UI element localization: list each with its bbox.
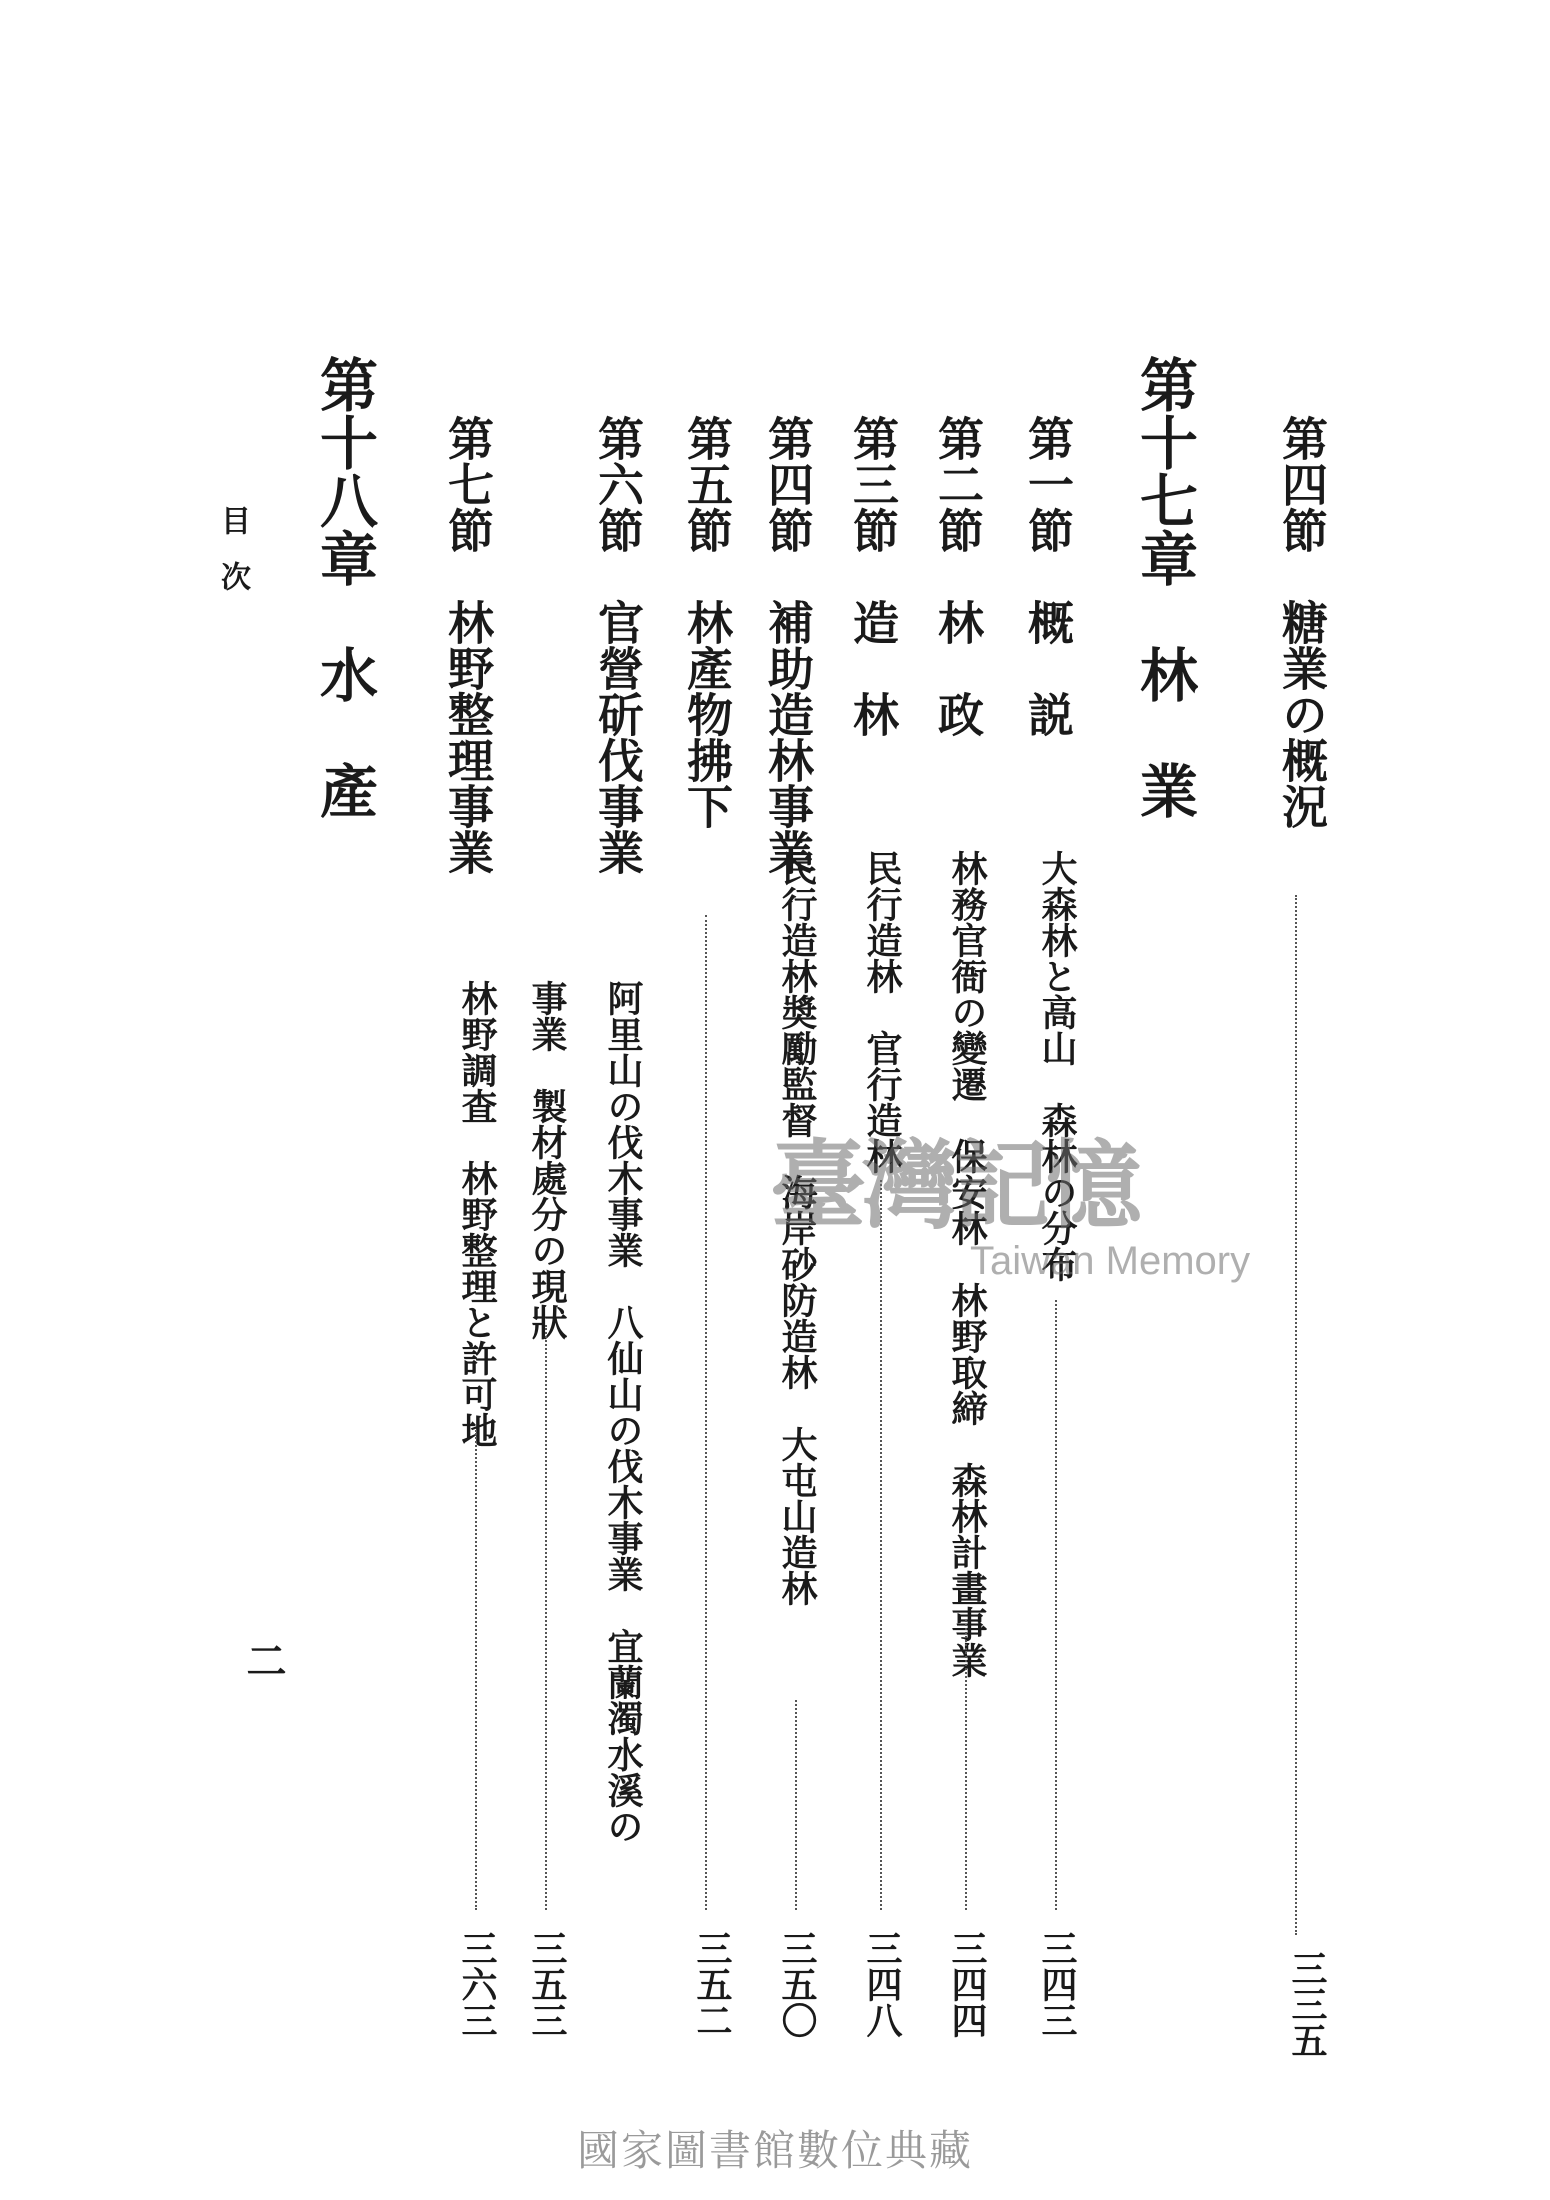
toc-page-number: 三六三 (456, 1930, 498, 2038)
watermark-english: Taiwan Memory (970, 1239, 1251, 1283)
toc-section-label: 第五節 林產物拂下 (680, 415, 734, 829)
toc-column (441, 415, 495, 875)
toc-subentry-label: 林野調査 林野整理と許可地 (456, 980, 498, 1448)
toc-section-label: 第四節 糖業の概況 (1275, 415, 1329, 829)
toc-chapter-label: 第十七章 林 業 (1130, 355, 1198, 819)
toc-page-number: 三四八 (861, 1930, 903, 2038)
toc-subentry-label: 民行造林 官行造林 (861, 850, 903, 1174)
leader-dots (545, 1325, 547, 1910)
leader-dots (1055, 1300, 1057, 1910)
toc-subentry-label: 林務官衙の變遷 保安林 林野取締 森林計畫事業 (946, 850, 988, 1678)
toc-column (680, 415, 734, 2038)
toc-page-number: 三五〇 (776, 1930, 818, 2038)
toc-page-number: 三五二 (691, 1930, 733, 2038)
footer-credit: 國家圖書館數位典藏 (576, 2126, 973, 2175)
toc-subentry-label: 民行造林奬勵監督 海岸砂防造林 大屯山造林 (776, 850, 818, 1606)
toc-chapter-heading (310, 355, 378, 819)
toc-column (761, 415, 815, 875)
watermark-logo (770, 1110, 1250, 1284)
watermark-chinese: 臺灣記憶 (770, 1129, 1138, 1242)
toc-column (602, 980, 644, 1844)
toc-column (1035, 850, 1078, 2038)
toc-column (931, 415, 985, 737)
leader-dots (880, 1180, 882, 1910)
toc-page-number: 三四四 (946, 1930, 988, 2038)
toc-column (1265, 415, 1329, 2058)
toc-section-label: 第一節 概 説 (1021, 415, 1075, 737)
toc-section-label: 第三節 造 林 (846, 415, 900, 737)
toc-chapter-label: 第十八章 水 產 (310, 355, 378, 819)
toc-section-label: 第四節 補助造林事業 (761, 415, 815, 875)
toc-column (591, 415, 645, 875)
toc-column (775, 850, 818, 2038)
leader-dots (705, 915, 707, 1910)
toc-column (1021, 415, 1075, 737)
running-title: 目次 (215, 505, 250, 617)
toc-subentry-label: 大森林と高山 森林の分布 (1036, 850, 1078, 1282)
toc-subentry-label: 事業 製材處分の現狀 (526, 980, 568, 1340)
toc-column (525, 980, 568, 2038)
toc-column (846, 415, 900, 737)
toc-column (455, 980, 498, 2038)
toc-subentry-label: 阿里山の伐木事業 八仙山の伐木事業 宜蘭濁水溪の (602, 980, 644, 1844)
toc-page-number: 三四三 (1036, 1930, 1078, 2038)
leader-dots (795, 1700, 797, 1910)
toc-page-number: 三三五 (1286, 1950, 1328, 2058)
toc-column (860, 850, 903, 2038)
toc-section-label: 第七節 林野整理事業 (441, 415, 495, 875)
toc-section-label: 第六節 官營斫伐事業 (591, 415, 645, 875)
toc-page-number: 三五三 (526, 1930, 568, 2038)
toc-chapter-heading (1130, 355, 1198, 819)
toc-column (945, 850, 988, 2038)
leader-dots (965, 1620, 967, 1910)
toc-section-label: 第二節 林 政 (931, 415, 985, 737)
page-number: 二 (240, 1640, 287, 1680)
leader-dots (475, 1430, 477, 1910)
leader-dots (1295, 895, 1297, 1935)
